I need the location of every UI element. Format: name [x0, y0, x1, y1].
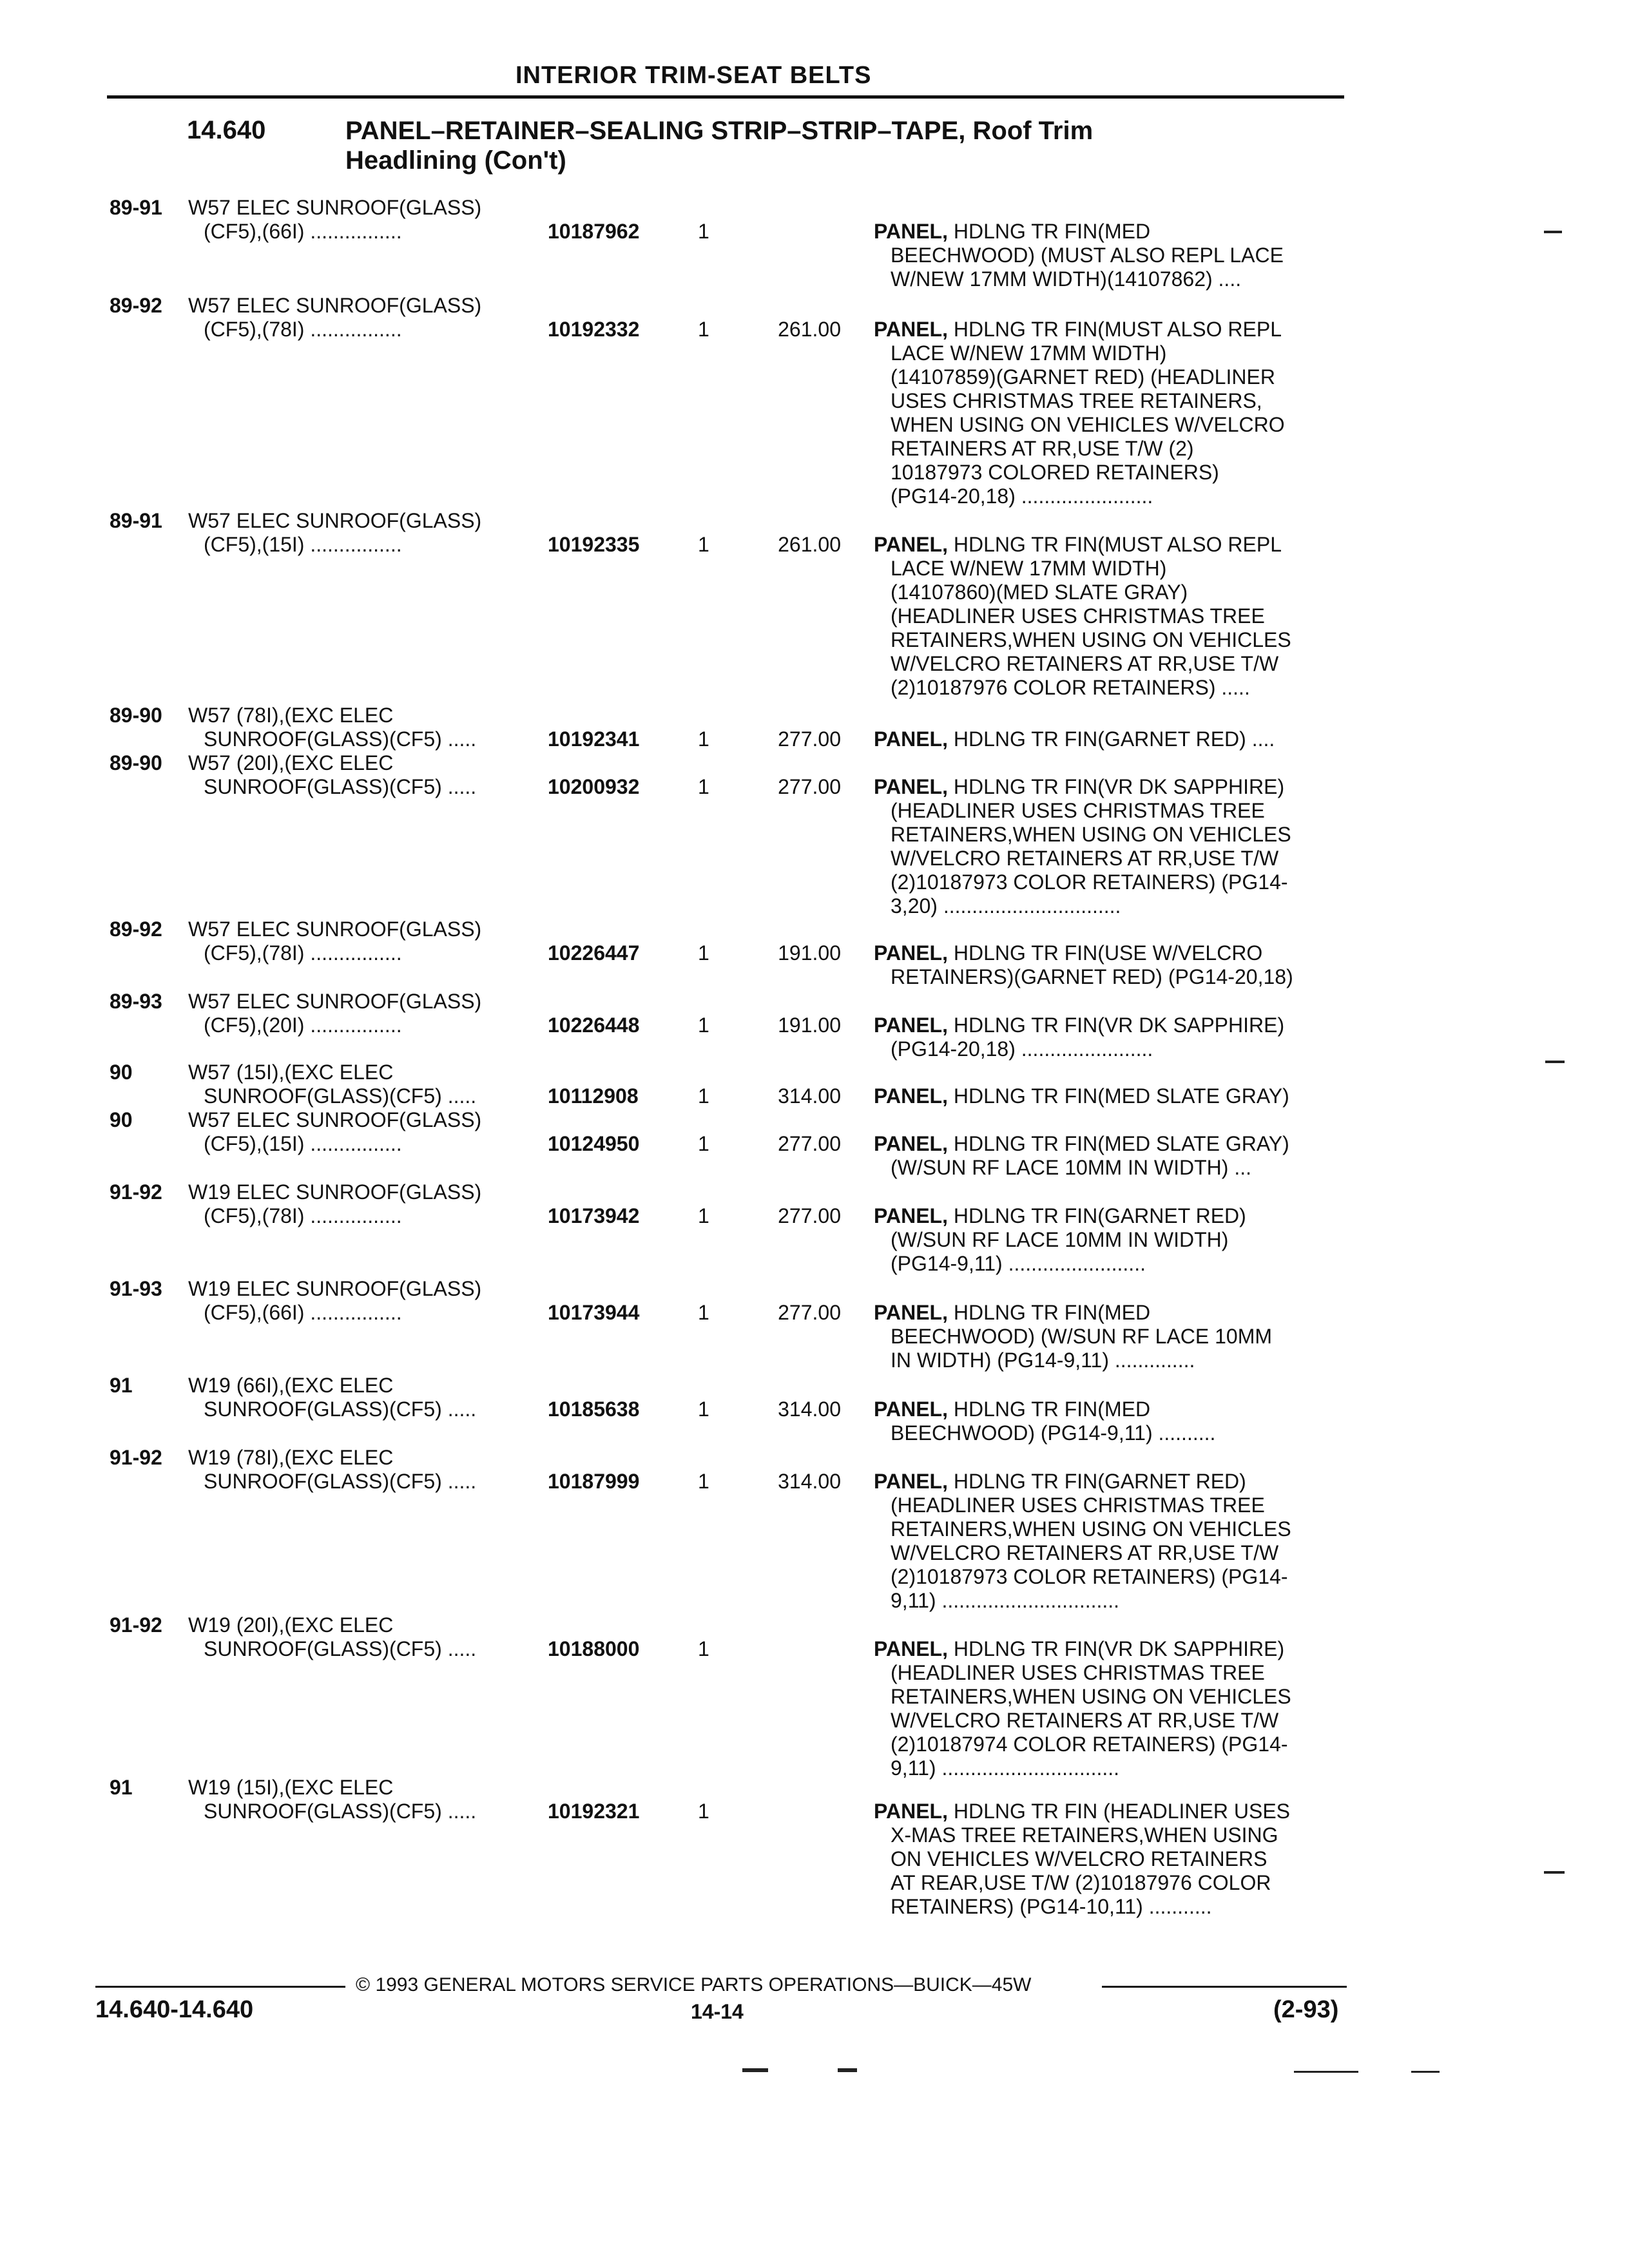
section-number: 14.640 — [187, 116, 266, 144]
description-lead: PANEL, — [874, 775, 948, 798]
quantity: 1 — [698, 1014, 709, 1037]
description-text: HDLNG TR FIN(GARNET RED) — [947, 1204, 1246, 1227]
description — [874, 1470, 1351, 1613]
description — [874, 318, 1351, 508]
description-line — [874, 1132, 1351, 1156]
quantity: 1 — [698, 1470, 709, 1493]
application-line1: W57 ELEC SUNROOF(GLASS) — [188, 509, 482, 532]
description-line: 9,11) ............................... — [891, 1589, 1120, 1612]
model-years: 89-93 — [110, 990, 162, 1013]
application-line1: W57 (20I),(EXC ELEC — [188, 751, 394, 774]
price: 314.00 — [778, 1084, 841, 1108]
footer-range: 14.640-14.640 — [95, 1996, 254, 2023]
footer-date: (2-93) — [1273, 1996, 1339, 2023]
application-line2: (CF5),(78I) ................ — [204, 318, 402, 341]
description-line: RETAINERS AT RR,USE T/W (2) — [891, 437, 1194, 460]
application-line2: SUNROOF(GLASS)(CF5) ..... — [204, 727, 477, 751]
description-line: (14107860)(MED SLATE GRAY) — [891, 581, 1188, 604]
part-number: 10173944 — [548, 1301, 640, 1324]
model-years: 89-92 — [110, 294, 162, 317]
description-line — [874, 1398, 1351, 1421]
description-text: HDLNG TR FIN(MUST ALSO REPL — [947, 318, 1282, 341]
quantity: 1 — [698, 775, 709, 798]
margin-mark — [1545, 1061, 1565, 1063]
description — [874, 1800, 1351, 1919]
description-text: HDLNG TR FIN(USE W/VELCRO — [947, 941, 1263, 965]
model-years: 90 — [110, 1108, 133, 1131]
part-number: 10192321 — [548, 1800, 640, 1823]
description-lead: PANEL, — [874, 318, 948, 341]
price: 191.00 — [778, 941, 841, 965]
footer-rule-right — [1102, 1986, 1347, 1988]
description-line — [874, 1800, 1351, 1823]
application-line2: SUNROOF(GLASS)(CF5) ..... — [204, 1800, 477, 1823]
description-line — [874, 1084, 1351, 1108]
description-lead: PANEL, — [874, 1132, 948, 1155]
margin-mark — [1544, 231, 1562, 233]
application-line1: W57 ELEC SUNROOF(GLASS) — [188, 294, 482, 317]
description-line: RETAINERS) (PG14-10,11) ........... — [891, 1895, 1212, 1918]
price: 277.00 — [778, 1204, 841, 1227]
description-lead: PANEL, — [874, 1800, 948, 1823]
footer-page-number: 14-14 — [691, 2000, 744, 2023]
price: 277.00 — [778, 727, 841, 751]
part-number: 10173942 — [548, 1204, 640, 1227]
description-line: AT REAR,USE T/W (2)10187976 COLOR — [891, 1871, 1271, 1894]
description-line: (2)10187973 COLOR RETAINERS) (PG14- — [891, 870, 1288, 894]
scan-mark — [1411, 2071, 1440, 2073]
description-line: IN WIDTH) (PG14-9,11) .............. — [891, 1349, 1195, 1372]
application-line2: (CF5),(15I) ................ — [204, 1132, 402, 1155]
description-line: (PG14-20,18) ....................... — [891, 1037, 1153, 1061]
description-line: USES CHRISTMAS TREE RETAINERS, — [891, 389, 1262, 412]
price: 314.00 — [778, 1398, 841, 1421]
description-line: 10187973 COLORED RETAINERS) — [891, 461, 1219, 484]
description-lead: PANEL, — [874, 1398, 948, 1421]
application-line2: (CF5),(78I) ................ — [204, 1204, 402, 1227]
price: 261.00 — [778, 318, 841, 341]
model-years: 89-92 — [110, 918, 162, 941]
application-line2: SUNROOF(GLASS)(CF5) ..... — [204, 1470, 477, 1493]
application-line2: SUNROOF(GLASS)(CF5) ..... — [204, 775, 477, 798]
margin-mark — [1544, 1871, 1565, 1874]
description-line: (W/SUN RF LACE 10MM IN WIDTH) ... — [891, 1156, 1251, 1179]
description-line: W/VELCRO RETAINERS AT RR,USE T/W — [891, 1541, 1279, 1564]
application-line2: SUNROOF(GLASS)(CF5) ..... — [204, 1084, 477, 1108]
description-line: W/VELCRO RETAINERS AT RR,USE T/W — [891, 652, 1279, 675]
description-lead: PANEL, — [874, 1470, 948, 1493]
description — [874, 1204, 1351, 1276]
quantity: 1 — [698, 1084, 709, 1108]
price: 277.00 — [778, 1132, 841, 1155]
description-text: HDLNG TR FIN(GARNET RED) .... — [947, 727, 1275, 751]
scan-mark — [742, 2068, 768, 2072]
description-line: LACE W/NEW 17MM WIDTH) — [891, 341, 1167, 365]
price: 277.00 — [778, 1301, 841, 1324]
quantity: 1 — [698, 1398, 709, 1421]
model-years: 91-92 — [110, 1446, 162, 1469]
description-line: (HEADLINER USES CHRISTMAS TREE — [891, 799, 1265, 822]
description-line: RETAINERS,WHEN USING ON VEHICLES — [891, 823, 1291, 846]
description-line: (HEADLINER USES CHRISTMAS TREE — [891, 1661, 1265, 1684]
description-line: WHEN USING ON VEHICLES W/VELCRO — [891, 413, 1285, 436]
section-title-line1: PANEL–RETAINER–SEALING STRIP–STRIP–TAPE, Roof Trim — [345, 117, 1094, 145]
description-lead: PANEL, — [874, 941, 948, 965]
price: 277.00 — [778, 775, 841, 798]
model-years: 91 — [110, 1374, 133, 1397]
description-line — [874, 1637, 1351, 1661]
quantity: 1 — [698, 220, 709, 243]
price: 314.00 — [778, 1470, 841, 1493]
description-text: HDLNG TR FIN (HEADLINER USES — [947, 1800, 1291, 1823]
description-lead: PANEL, — [874, 1637, 948, 1660]
application-line1: W19 (20I),(EXC ELEC — [188, 1613, 394, 1637]
description-line: W/VELCRO RETAINERS AT RR,USE T/W — [891, 1709, 1279, 1732]
description-lead: PANEL, — [874, 727, 948, 751]
quantity: 1 — [698, 533, 709, 556]
section-title-line2: Headlining (Con't) — [345, 146, 566, 175]
footer-copyright: © 1993 GENERAL MOTORS SERVICE PARTS OPERATIONS—BUICK—45W — [356, 1974, 1032, 1995]
scan-mark — [838, 2068, 857, 2072]
description-line: RETAINERS,WHEN USING ON VEHICLES — [891, 1517, 1291, 1541]
description-line — [874, 1014, 1351, 1037]
description-line — [874, 1301, 1351, 1325]
part-number: 10200932 — [548, 775, 640, 798]
description — [874, 727, 1351, 751]
description — [874, 533, 1351, 700]
description-line: LACE W/NEW 17MM WIDTH) — [891, 557, 1167, 580]
quantity: 1 — [698, 1301, 709, 1324]
part-number: 10226448 — [548, 1014, 640, 1037]
application-line2: (CF5),(66I) ................ — [204, 220, 402, 243]
description-line: (2)10187973 COLOR RETAINERS) (PG14- — [891, 1565, 1288, 1588]
description-line: W/NEW 17MM WIDTH)(14107862) .... — [891, 267, 1242, 291]
application-line1: W57 ELEC SUNROOF(GLASS) — [188, 990, 482, 1013]
description — [874, 1132, 1351, 1180]
part-number: 10192341 — [548, 727, 640, 751]
application-line1: W57 ELEC SUNROOF(GLASS) — [188, 918, 482, 941]
application-line1: W19 ELEC SUNROOF(GLASS) — [188, 1180, 482, 1204]
description-lead: PANEL, — [874, 1084, 948, 1108]
description-line — [874, 220, 1351, 244]
description-line — [874, 727, 1351, 751]
application-line1: W19 (15I),(EXC ELEC — [188, 1776, 394, 1799]
description-line: BEECHWOOD) (PG14-9,11) .......... — [891, 1421, 1216, 1445]
description-line: (2)10187974 COLOR RETAINERS) (PG14- — [891, 1733, 1288, 1756]
description-lead: PANEL, — [874, 1301, 948, 1324]
description-lead: PANEL, — [874, 1014, 948, 1037]
quantity: 1 — [698, 318, 709, 341]
part-number: 10188000 — [548, 1637, 640, 1660]
description-line: W/VELCRO RETAINERS AT RR,USE T/W — [891, 847, 1279, 870]
application-line1: W19 (66I),(EXC ELEC — [188, 1374, 394, 1397]
part-number: 10192332 — [548, 318, 640, 341]
price: 261.00 — [778, 533, 841, 556]
application-line1: W19 ELEC SUNROOF(GLASS) — [188, 1277, 482, 1300]
model-years: 90 — [110, 1061, 133, 1084]
description-line: RETAINERS)(GARNET RED) (PG14-20,18) — [891, 965, 1293, 988]
model-years: 89-90 — [110, 704, 162, 727]
model-years: 91 — [110, 1776, 133, 1799]
description-line — [874, 1204, 1351, 1228]
description — [874, 1084, 1351, 1108]
description-line — [874, 775, 1351, 799]
footer-rule-left — [95, 1986, 345, 1988]
description-line — [874, 1470, 1351, 1494]
model-years: 91-93 — [110, 1277, 162, 1300]
description-line — [874, 941, 1351, 965]
application-line2: SUNROOF(GLASS)(CF5) ..... — [204, 1637, 477, 1660]
description — [874, 1014, 1351, 1061]
part-number: 10187962 — [548, 220, 640, 243]
description-text: HDLNG TR FIN(MUST ALSO REPL — [947, 533, 1282, 556]
description-line: (PG14-20,18) ....................... — [891, 485, 1153, 508]
description-line — [874, 533, 1351, 557]
description-line: BEECHWOOD) (MUST ALSO REPL LACE — [891, 244, 1284, 267]
price: 191.00 — [778, 1014, 841, 1037]
model-years: 91-92 — [110, 1180, 162, 1204]
description-line: (PG14-9,11) ........................ — [891, 1252, 1146, 1275]
application-line1: W19 (78I),(EXC ELEC — [188, 1446, 394, 1469]
description-line: (W/SUN RF LACE 10MM IN WIDTH) — [891, 1228, 1229, 1251]
part-number: 10124950 — [548, 1132, 640, 1155]
description-lead: PANEL, — [874, 1204, 948, 1227]
description — [874, 775, 1351, 918]
description-lead: PANEL, — [874, 220, 948, 243]
quantity: 1 — [698, 941, 709, 965]
application-line2: (CF5),(20I) ................ — [204, 1014, 402, 1037]
part-number: 10187999 — [548, 1470, 640, 1493]
application-line2: (CF5),(78I) ................ — [204, 941, 402, 965]
quantity: 1 — [698, 1800, 709, 1823]
description-line: 9,11) ............................... — [891, 1756, 1120, 1780]
model-years: 89-90 — [110, 751, 162, 774]
description-line: (14107859)(GARNET RED) (HEADLINER — [891, 365, 1275, 389]
application-line1: W57 ELEC SUNROOF(GLASS) — [188, 196, 482, 219]
application-line2: (CF5),(66I) ................ — [204, 1301, 402, 1324]
quantity: 1 — [698, 727, 709, 751]
description-text: HDLNG TR FIN(MED — [947, 1398, 1151, 1421]
part-number: 10185638 — [548, 1398, 640, 1421]
description-line: (2)10187976 COLOR RETAINERS) ..... — [891, 676, 1250, 699]
application-line2: SUNROOF(GLASS)(CF5) ..... — [204, 1398, 477, 1421]
description-text: HDLNG TR FIN(VR DK SAPPHIRE) — [947, 1637, 1285, 1660]
part-number: 10112908 — [548, 1084, 639, 1108]
description — [874, 941, 1351, 989]
part-number: 10226447 — [548, 941, 640, 965]
description-line: RETAINERS,WHEN USING ON VEHICLES — [891, 628, 1291, 651]
scan-mark — [1294, 2071, 1358, 2073]
application-line1: W57 ELEC SUNROOF(GLASS) — [188, 1108, 482, 1131]
description — [874, 220, 1351, 291]
description-line: 3,20) ............................... — [891, 894, 1121, 918]
model-years: 91-92 — [110, 1613, 162, 1637]
application-line2: (CF5),(15I) ................ — [204, 533, 402, 556]
part-number: 10192335 — [548, 533, 640, 556]
description-text: HDLNG TR FIN(MED — [947, 1301, 1151, 1324]
description — [874, 1637, 1351, 1780]
description-text: HDLNG TR FIN(VR DK SAPPHIRE) — [947, 775, 1285, 798]
description-text: HDLNG TR FIN(MED — [947, 220, 1151, 243]
application-line1: W57 (15I),(EXC ELEC — [188, 1061, 394, 1084]
description-line — [874, 318, 1351, 341]
model-years: 89-91 — [110, 509, 162, 532]
description-text: HDLNG TR FIN(VR DK SAPPHIRE) — [947, 1014, 1285, 1037]
description-line: BEECHWOOD) (W/SUN RF LACE 10MM — [891, 1325, 1273, 1348]
description-text: HDLNG TR FIN(GARNET RED) — [947, 1470, 1246, 1493]
description-line: (HEADLINER USES CHRISTMAS TREE — [891, 1494, 1265, 1517]
page-header-title: INTERIOR TRIM-SEAT BELTS — [516, 62, 872, 89]
quantity: 1 — [698, 1132, 709, 1155]
description-text: HDLNG TR FIN(MED SLATE GRAY) — [947, 1084, 1289, 1108]
model-years: 89-91 — [110, 196, 162, 219]
quantity: 1 — [698, 1637, 709, 1660]
description — [874, 1301, 1351, 1372]
description-line: (HEADLINER USES CHRISTMAS TREE — [891, 604, 1265, 628]
quantity: 1 — [698, 1204, 709, 1227]
description-text: HDLNG TR FIN(MED SLATE GRAY) — [947, 1132, 1289, 1155]
application-line1: W57 (78I),(EXC ELEC — [188, 704, 394, 727]
description-line: RETAINERS,WHEN USING ON VEHICLES — [891, 1685, 1291, 1708]
description — [874, 1398, 1351, 1445]
description-line: X-MAS TREE RETAINERS,WHEN USING — [891, 1823, 1278, 1847]
description-line: ON VEHICLES W/VELCRO RETAINERS — [891, 1847, 1268, 1870]
description-lead: PANEL, — [874, 533, 948, 556]
